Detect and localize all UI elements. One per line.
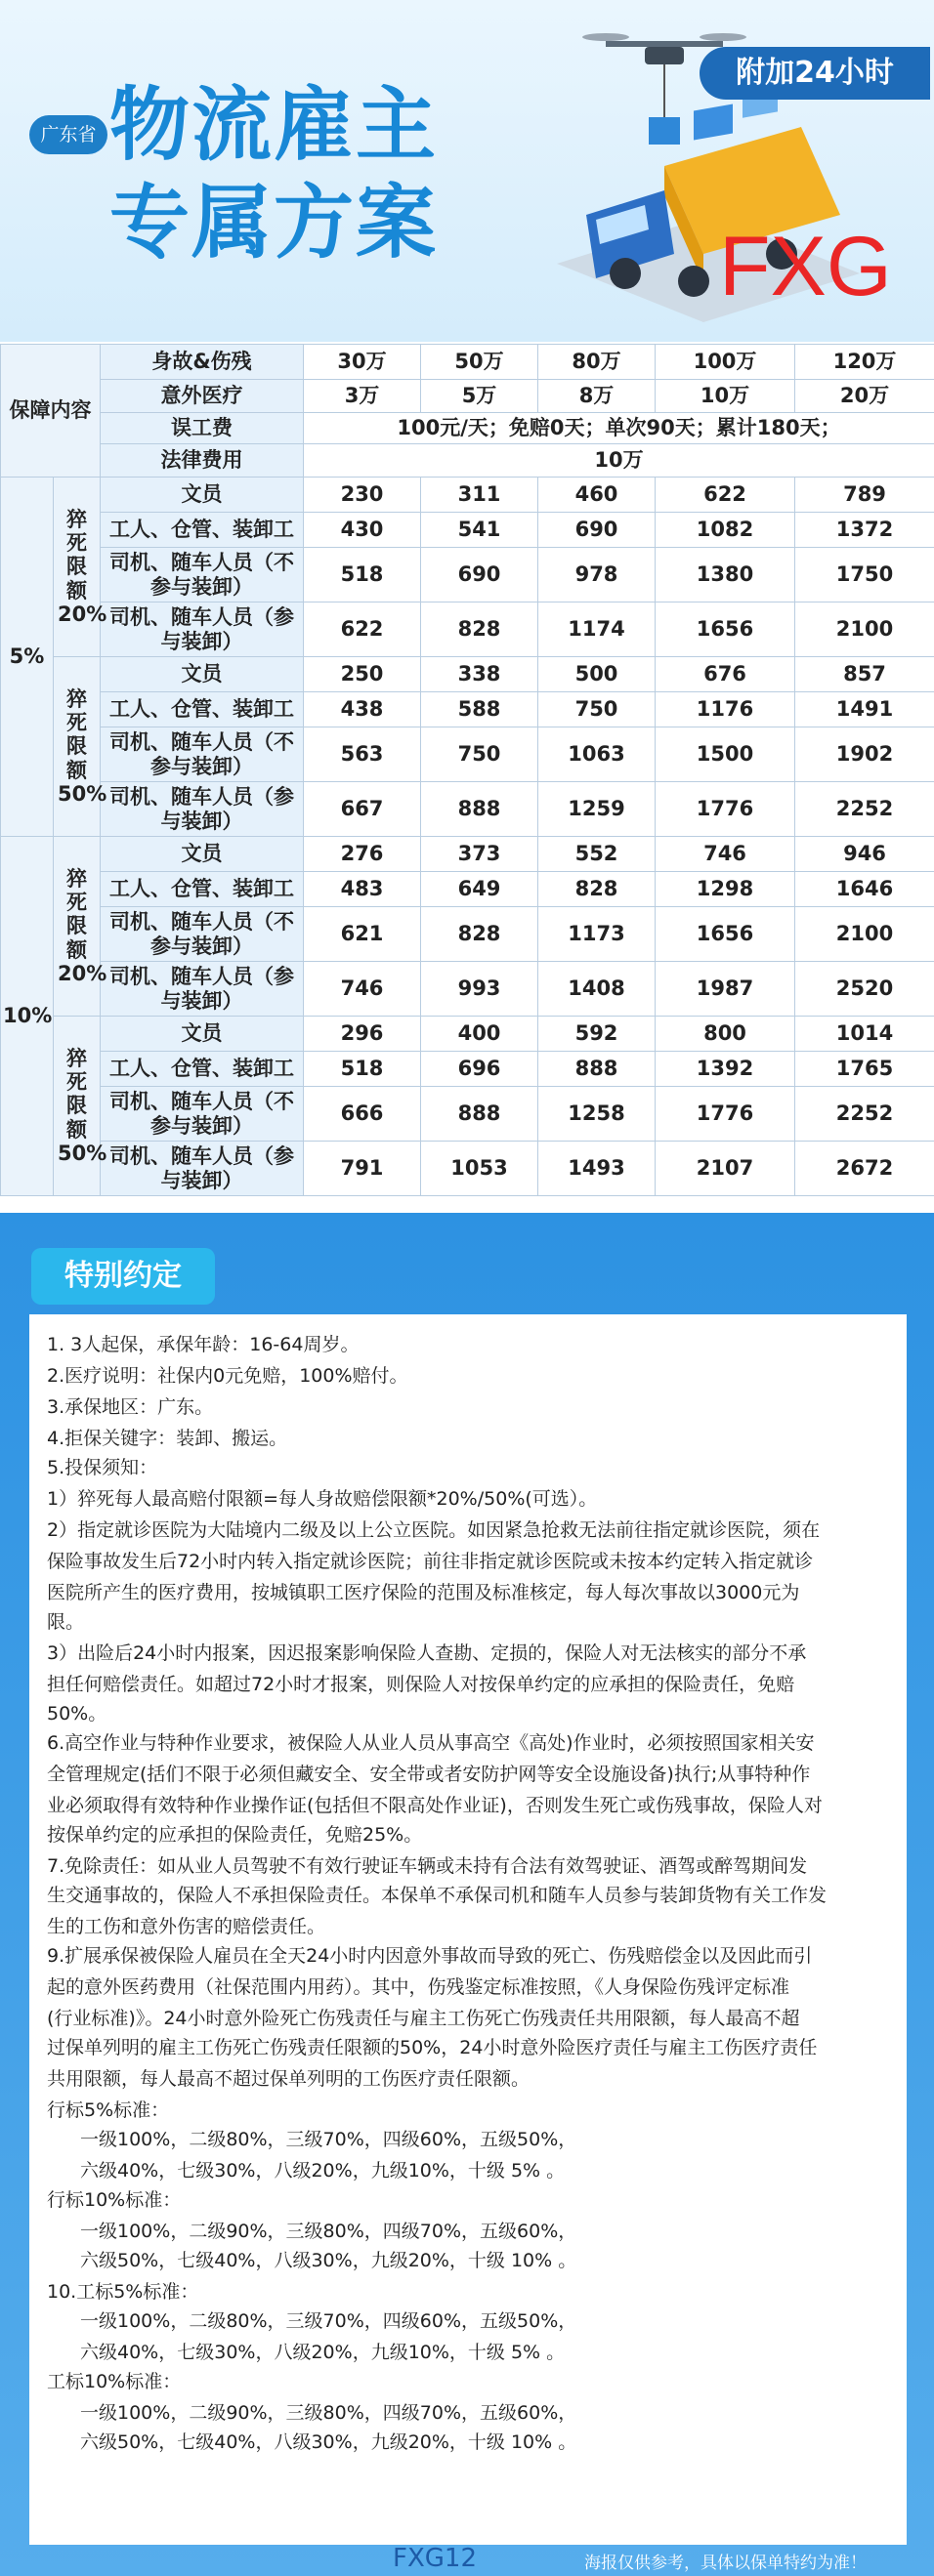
price-cell: 1014 xyxy=(795,1017,934,1052)
table-row xyxy=(1,548,934,602)
special-terms-line: 按保单约定的应承担的保险责任，免赔25%。 xyxy=(47,1824,423,1846)
price-cell: 250 xyxy=(304,657,421,692)
price-cell: 460 xyxy=(538,478,656,513)
table-row xyxy=(1,380,934,413)
sudden-death-limit-label: 猝死限额50% xyxy=(54,1017,101,1196)
price-cell: 622 xyxy=(656,478,795,513)
special-terms-line: 10.工标5%标准： xyxy=(47,2281,199,2303)
price-cell: 1500 xyxy=(656,727,795,782)
price-cell: 1258 xyxy=(538,1087,656,1142)
special-terms-line: 一级100%，二级90%，三级80%，四级70%，五级60%， xyxy=(80,2402,577,2424)
rate-label: 5% xyxy=(1,478,54,837)
price-cell: 828 xyxy=(421,907,538,962)
special-terms-card xyxy=(29,1314,907,2545)
price-cell: 1656 xyxy=(656,907,795,962)
price-cell: 888 xyxy=(421,782,538,837)
price-cell: 696 xyxy=(421,1052,538,1087)
price-cell: 1380 xyxy=(656,548,795,602)
price-cell: 2252 xyxy=(795,782,934,837)
coverage-item: 意外医疗 xyxy=(101,380,304,413)
special-terms-line: 六级40%，七级30%，八级20%，九级10%，十级 5% 。 xyxy=(80,2342,566,2363)
price-cell: 2672 xyxy=(795,1142,934,1196)
table-row xyxy=(1,727,934,782)
price-cell: 888 xyxy=(421,1087,538,1142)
special-terms-line: 7.免除责任：如从业人员驾驶不有效行驶证车辆或未持有合法有效驾驶证、酒驾或醉驾期间发 xyxy=(47,1855,808,1877)
price-cell: 1082 xyxy=(656,513,795,548)
watermark-fxg: FXG xyxy=(719,220,892,313)
table-cell: 8万 xyxy=(538,380,656,413)
special-terms-line: 医院所产生的医疗费用，按城镇职工医疗保险的范围及标准核定，每人每次事故以3000元为 xyxy=(47,1582,800,1603)
special-terms-line: 生的工伤和意外伤害的赔偿责任。 xyxy=(47,1916,326,1937)
price-cell: 2100 xyxy=(795,907,934,962)
price-cell: 438 xyxy=(304,692,421,727)
special-terms-line: 起的意外医药费用（社保范围内用药）。其中，伤残鉴定标准按照，《人身保险伤残评定标准 xyxy=(47,1976,790,1998)
price-cell: 649 xyxy=(421,872,538,907)
price-cell: 622 xyxy=(304,602,421,657)
table-row xyxy=(1,1017,934,1052)
price-cell: 1491 xyxy=(795,692,934,727)
sudden-death-limit-label: 猝死限额50% xyxy=(54,657,101,837)
role-cell: 工人、仓管、装卸工 xyxy=(101,692,304,727)
coverage-item: 法律费用 xyxy=(101,444,304,478)
table-cell: 3万 xyxy=(304,380,421,413)
price-cell: 338 xyxy=(421,657,538,692)
table-row xyxy=(1,962,934,1017)
price-cell: 857 xyxy=(795,657,934,692)
title-line-1: 物流雇主 xyxy=(109,79,439,172)
special-terms-section xyxy=(0,1213,934,2576)
role-cell: 工人、仓管、装卸工 xyxy=(101,513,304,548)
table-row xyxy=(1,513,934,548)
price-cell: 373 xyxy=(421,837,538,872)
price-cell: 552 xyxy=(538,837,656,872)
footer-note: 海报仅供参考，具体以保单特约为准！ xyxy=(584,2554,867,2573)
role-cell: 司机、随车人员（参与装卸） xyxy=(101,1142,304,1196)
table-row xyxy=(1,1087,934,1142)
price-cell: 588 xyxy=(421,692,538,727)
price-cell: 1750 xyxy=(795,548,934,602)
sudden-death-limit-label: 猝死限额20% xyxy=(54,478,101,657)
special-terms-line: 六级50%，七级40%，八级30%，九级20%，十级 10% 。 xyxy=(80,2250,577,2271)
role-cell: 文员 xyxy=(101,478,304,513)
price-cell: 296 xyxy=(304,1017,421,1052)
price-cell: 276 xyxy=(304,837,421,872)
table-row xyxy=(1,782,934,837)
table-cell: 20万 xyxy=(795,380,934,413)
special-terms-line: 6.高空作业与特种作业要求，被保险人从业人员从事高空《高处)作业时，必须按照国家相关安 xyxy=(47,1732,815,1754)
price-cell: 1259 xyxy=(538,782,656,837)
special-terms-line: 一级100%，二级80%，三级70%，四级60%，五级50%， xyxy=(80,2129,577,2150)
price-cell: 1176 xyxy=(656,692,795,727)
price-cell: 800 xyxy=(656,1017,795,1052)
role-cell: 司机、随车人员（参与装卸） xyxy=(101,962,304,1017)
special-terms-line: 工标10%标准： xyxy=(47,2371,182,2392)
price-cell: 1063 xyxy=(538,727,656,782)
price-cell: 592 xyxy=(538,1017,656,1052)
extra-24h-badge: 附加24小时 xyxy=(700,47,930,100)
sudden-death-limit-label: 猝死限额20% xyxy=(54,837,101,1017)
price-cell: 230 xyxy=(304,478,421,513)
price-cell: 1298 xyxy=(656,872,795,907)
table-row xyxy=(1,1142,934,1196)
price-cell: 2520 xyxy=(795,962,934,1017)
price-cell: 518 xyxy=(304,1052,421,1087)
price-cell: 1646 xyxy=(795,872,934,907)
price-cell: 518 xyxy=(304,548,421,602)
role-cell: 司机、随车人员（不参与装卸） xyxy=(101,907,304,962)
special-terms-line: 生交通事故的，保险人不承担保险责任。本保单不承保司机和随车人员参与装卸货物有关工作发 xyxy=(47,1885,828,1906)
role-cell: 司机、随车人员（不参与装卸） xyxy=(101,548,304,602)
table-row xyxy=(1,478,934,513)
price-cell: 746 xyxy=(304,962,421,1017)
table-row xyxy=(1,345,934,380)
special-terms-line: 全管理规定(括们不限于必须但藏安全、安全带或者安防护网等安全设施设备)执行;从事特种作 xyxy=(47,1764,811,1785)
role-cell: 文员 xyxy=(101,1017,304,1052)
price-cell: 789 xyxy=(795,478,934,513)
table-cell: 120万 xyxy=(795,345,934,380)
special-terms-line: 共用限额，每人最高不超过保单列明的工伤医疗责任限额。 xyxy=(47,2068,531,2090)
special-terms-line: 2）指定就诊医院为大陆境内二级及以上公立医院。如因紧急抢救无法前往指定就诊医院，须在 xyxy=(47,1519,821,1541)
price-cell: 791 xyxy=(304,1142,421,1196)
special-terms-line: 9.扩展承保被保险人雇员在全天24小时内因意外事故而导致的死亡、伤残赔偿金以及因此而引 xyxy=(47,1945,813,1967)
price-cell: 690 xyxy=(421,548,538,602)
price-cell: 1372 xyxy=(795,513,934,548)
price-cell: 2100 xyxy=(795,602,934,657)
special-terms-line: 担任何赔偿责任。如超过72小时才报案，则保险人对按保单约定的应承担的保险责任，免赔 xyxy=(47,1674,795,1695)
table-row xyxy=(1,837,934,872)
role-cell: 工人、仓管、装卸工 xyxy=(101,1052,304,1087)
special-terms-line: 过保单列明的雇主工伤死亡伤残责任限额的50%，24小时意外险医疗责任与雇主工伤医疗责任 xyxy=(47,2037,818,2058)
table-row xyxy=(1,444,934,478)
table-cell: 50万 xyxy=(421,345,538,380)
price-cell: 2107 xyxy=(656,1142,795,1196)
special-terms-line: 50%。 xyxy=(47,1703,107,1724)
price-cell: 993 xyxy=(421,962,538,1017)
table-row xyxy=(1,1052,934,1087)
role-cell: 文员 xyxy=(101,837,304,872)
region-badge: 广东省 xyxy=(29,115,107,154)
premium-table xyxy=(0,344,934,1196)
price-cell: 1776 xyxy=(656,782,795,837)
role-cell: 工人、仓管、装卸工 xyxy=(101,872,304,907)
price-cell: 750 xyxy=(538,692,656,727)
price-cell: 500 xyxy=(538,657,656,692)
table-row xyxy=(1,657,934,692)
price-cell: 1776 xyxy=(656,1087,795,1142)
price-cell: 666 xyxy=(304,1087,421,1142)
special-terms-line: 4.拒保关键字：装卸、搬运。 xyxy=(47,1428,288,1449)
special-terms-title: 特别约定 xyxy=(31,1248,215,1305)
price-cell: 1173 xyxy=(538,907,656,962)
special-terms-line: 业必须取得有效特种作业操作证(包括但不限高处作业证)，否则发生死亡或伤残事故，保险人对 xyxy=(47,1795,823,1816)
price-cell: 1987 xyxy=(656,962,795,1017)
table-row xyxy=(1,872,934,907)
price-cell: 1392 xyxy=(656,1052,795,1087)
price-cell: 888 xyxy=(538,1052,656,1087)
role-cell: 司机、随车人员（参与装卸） xyxy=(101,782,304,837)
price-cell: 2252 xyxy=(795,1087,934,1142)
role-cell: 司机、随车人员（不参与装卸） xyxy=(101,727,304,782)
table-cell: 80万 xyxy=(538,345,656,380)
coverage-item: 身故&伤残 xyxy=(101,345,304,380)
title-line-2: 专属方案 xyxy=(109,177,439,270)
special-terms-line: 六级50%，七级40%，八级30%，九级20%，十级 10% 。 xyxy=(80,2431,577,2453)
price-cell: 1174 xyxy=(538,602,656,657)
header-banner xyxy=(0,0,934,342)
table-cell: 10万 xyxy=(656,380,795,413)
table-cell: 30万 xyxy=(304,345,421,380)
special-terms-line: 一级100%，二级90%，三级80%，四级70%，五级60%， xyxy=(80,2221,577,2242)
special-terms-line: 限。 xyxy=(47,1611,85,1633)
table-row xyxy=(1,602,934,657)
price-cell: 400 xyxy=(421,1017,538,1052)
price-cell: 746 xyxy=(656,837,795,872)
price-cell: 1053 xyxy=(421,1142,538,1196)
table-cell: 100万 xyxy=(656,345,795,380)
price-cell: 667 xyxy=(304,782,421,837)
premium-table-wrapper xyxy=(0,344,934,1196)
table-cell: 5万 xyxy=(421,380,538,413)
price-rows xyxy=(1,478,934,1196)
special-terms-line: 行标10%标准： xyxy=(47,2189,182,2211)
price-cell: 1902 xyxy=(795,727,934,782)
price-cell: 750 xyxy=(421,727,538,782)
table-row xyxy=(1,692,934,727)
price-cell: 1493 xyxy=(538,1142,656,1196)
coverage-label: 保障内容 xyxy=(1,345,101,478)
price-cell: 828 xyxy=(538,872,656,907)
price-cell: 676 xyxy=(656,657,795,692)
price-cell: 311 xyxy=(421,478,538,513)
price-cell: 621 xyxy=(304,907,421,962)
special-terms-line: 一级100%，二级80%，三级70%，四级60%，五级50%， xyxy=(80,2310,577,2332)
table-row xyxy=(1,413,934,444)
special-terms-line: 1）猝死每人最高赔付限额=每人身故赔偿限额*20%/50%(可选）。 xyxy=(47,1488,598,1510)
price-cell: 690 xyxy=(538,513,656,548)
special-terms-line: 2.医疗说明：社保内0元免赔，100%赔付。 xyxy=(47,1365,408,1387)
role-cell: 文员 xyxy=(101,657,304,692)
coverage-item: 误工费 xyxy=(101,413,304,444)
special-terms-line: 3）出险后24小时内报案，因迟报案影响保险人查勘、定损的，保险人对无法核实的部分不承 xyxy=(47,1642,807,1664)
special-terms-line: 保险事故发生后72小时内转入指定就诊医院；前往非指定就诊医院或未按本约定转入指定就诊 xyxy=(47,1551,814,1572)
price-cell: 946 xyxy=(795,837,934,872)
special-terms-line: 1. 3人起保，承保年龄：16-64周岁。 xyxy=(47,1334,360,1355)
special-terms-line: 行标5%标准： xyxy=(47,2099,170,2121)
price-cell: 541 xyxy=(421,513,538,548)
rate-label: 10% xyxy=(1,837,54,1196)
price-cell: 483 xyxy=(304,872,421,907)
price-cell: 828 xyxy=(421,602,538,657)
footer-code: FXG12 xyxy=(393,2544,477,2573)
table-cell: 10万 xyxy=(304,444,934,478)
price-cell: 1656 xyxy=(656,602,795,657)
table-row xyxy=(1,907,934,962)
special-terms-line: 3.承保地区：广东。 xyxy=(47,1396,214,1418)
role-cell: 司机、随车人员（不参与装卸） xyxy=(101,1087,304,1142)
price-cell: 978 xyxy=(538,548,656,602)
price-cell: 1765 xyxy=(795,1052,934,1087)
special-terms-line: 5.投保须知： xyxy=(47,1457,158,1478)
special-terms-line: 六级40%，七级30%，八级20%，九级10%，十级 5% 。 xyxy=(80,2160,566,2181)
price-cell: 1408 xyxy=(538,962,656,1017)
table-cell: 100元/天；免赔0天；单次90天；累计180天； xyxy=(304,413,934,444)
price-cell: 430 xyxy=(304,513,421,548)
price-cell: 563 xyxy=(304,727,421,782)
special-terms-line: (行业标准)》。24小时意外险死亡伤残责任与雇主工伤死亡伤残责任共用限额，每人最高不超 xyxy=(47,2008,800,2029)
role-cell: 司机、随车人员（参与装卸） xyxy=(101,602,304,657)
